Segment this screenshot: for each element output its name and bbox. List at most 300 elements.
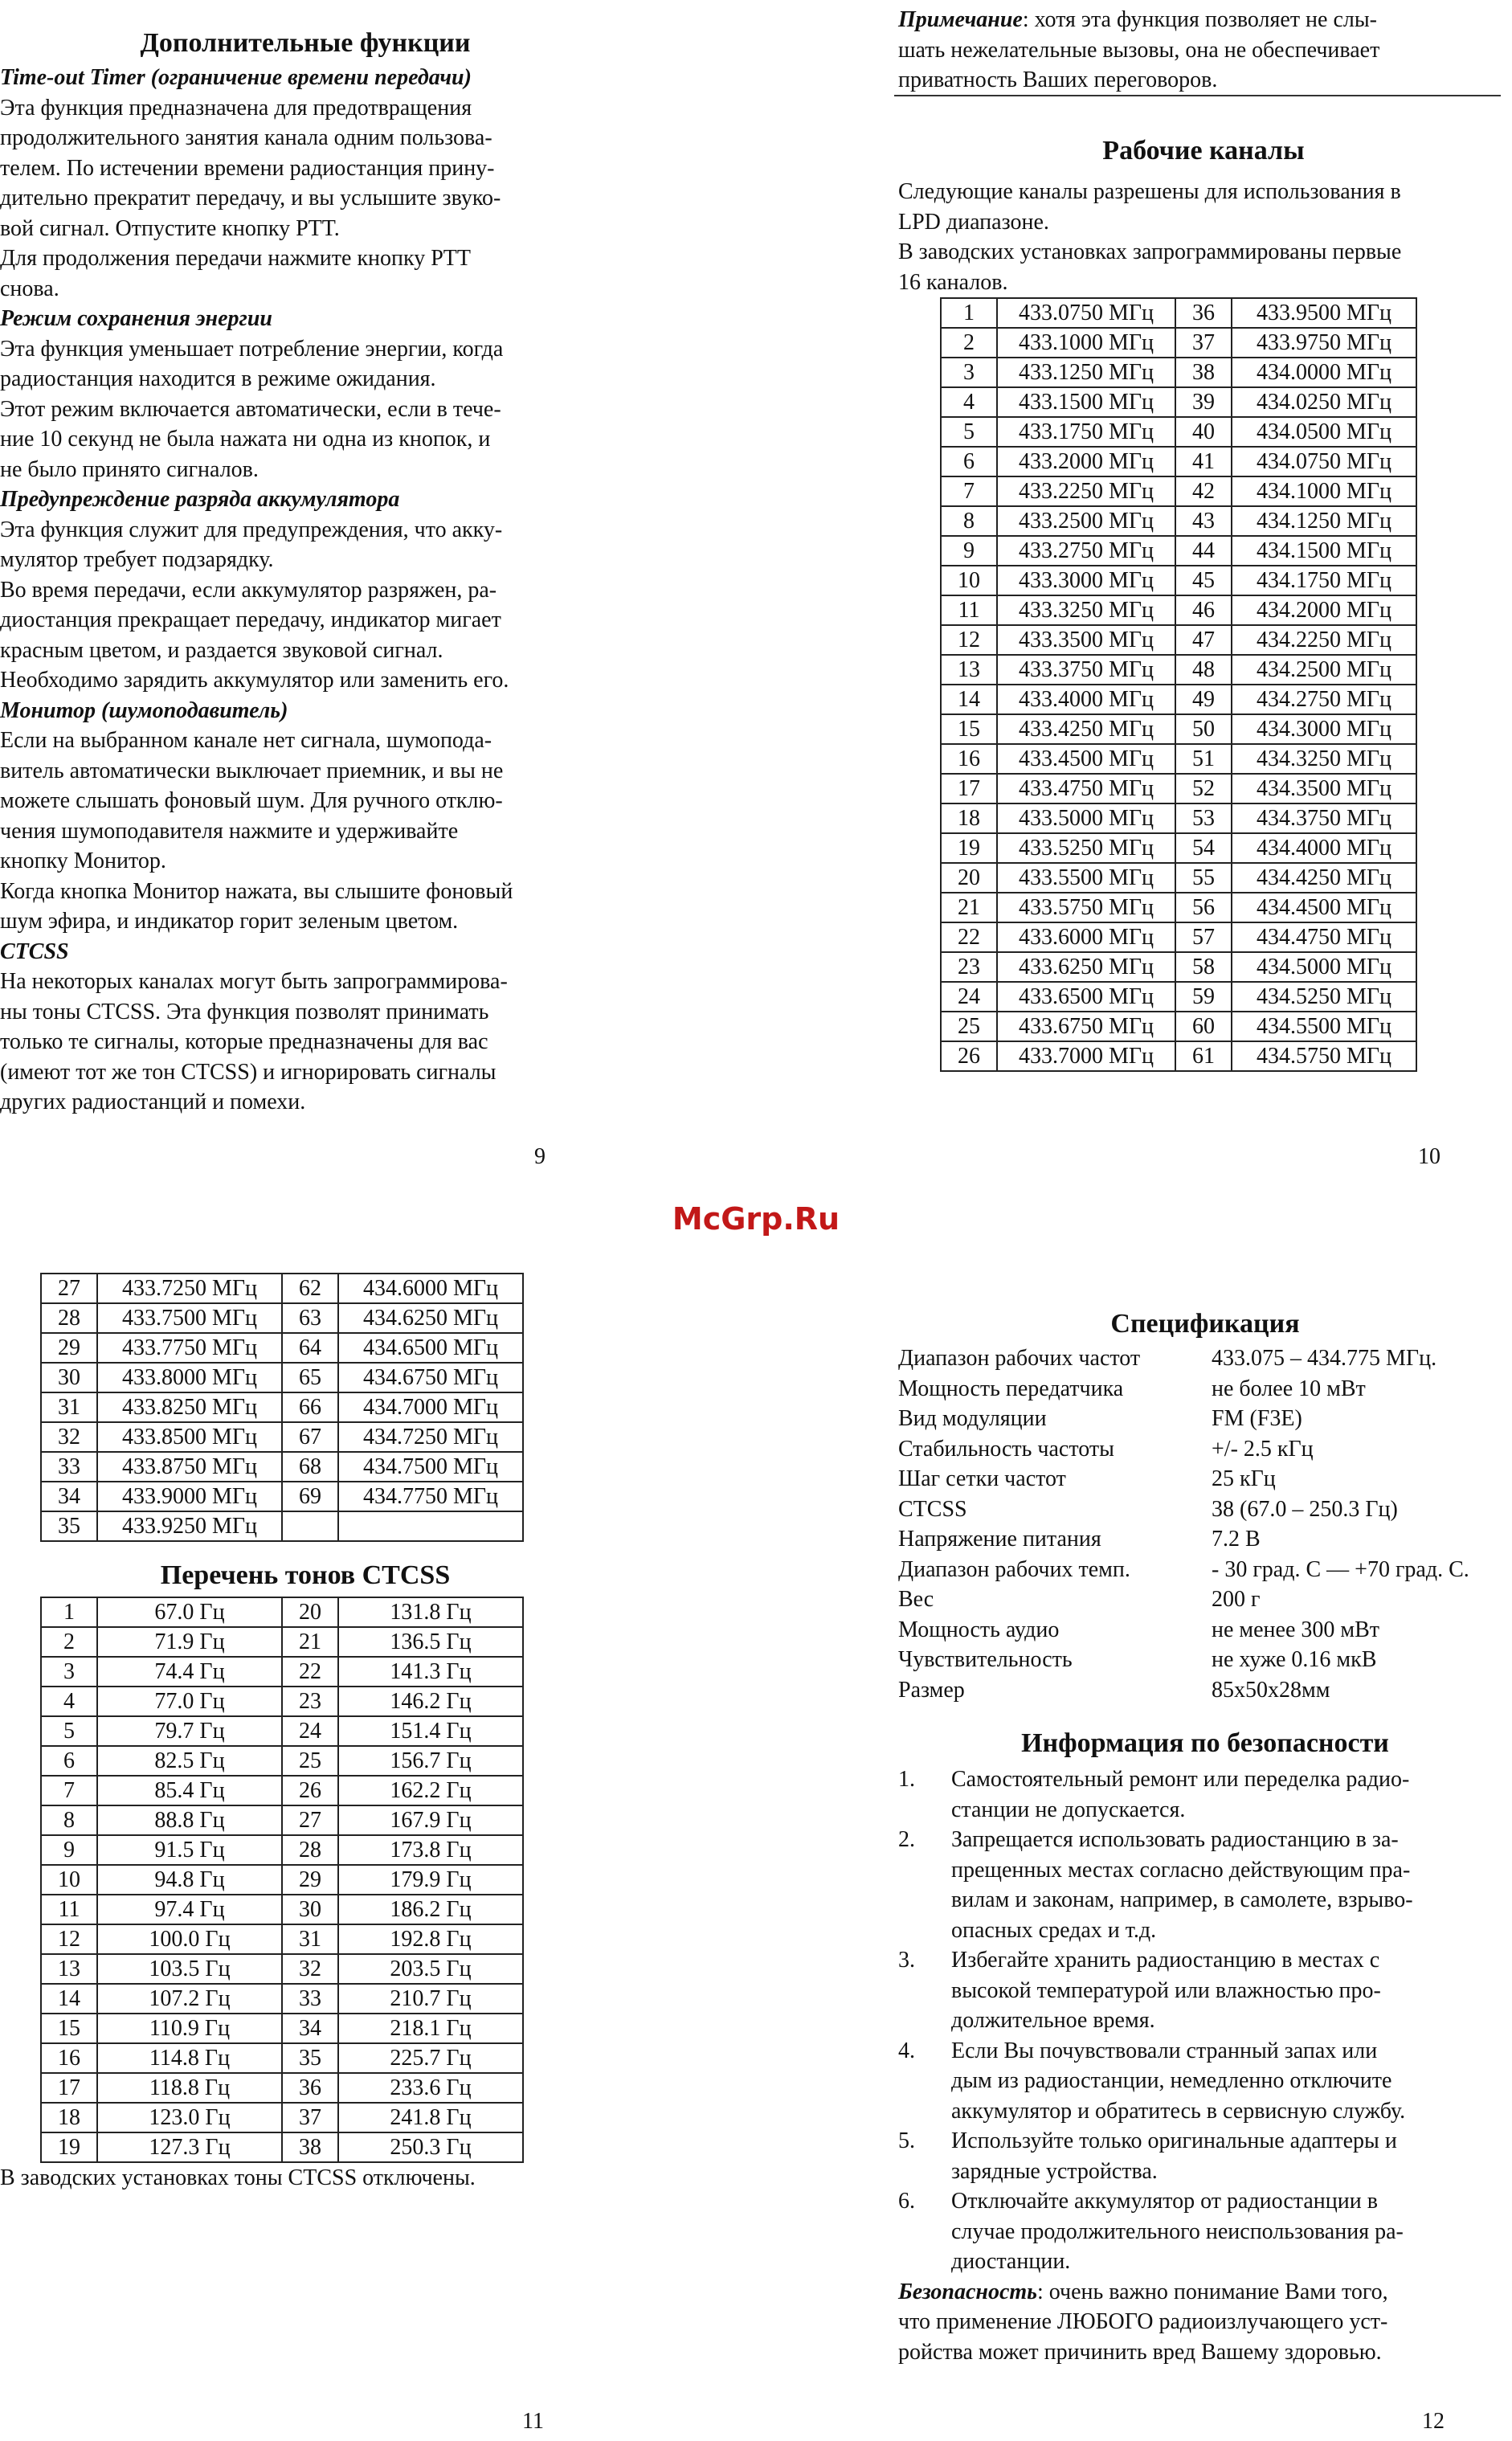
page-number-9: 9 bbox=[534, 1144, 546, 1169]
table-cell: 433.5000 МГц bbox=[997, 803, 1175, 833]
table-cell: 151.4 Гц bbox=[338, 1716, 523, 1746]
safety-item-text: Если Вы почувствовали странный запах или дым из радиостанции, немедленно отключите аккумулятор и обратитесь в сервисную службу. bbox=[951, 2038, 1406, 2124]
table-cell: 27 bbox=[41, 1274, 97, 1303]
table-cell: 8 bbox=[941, 506, 997, 536]
table-cell: 50 bbox=[1175, 714, 1232, 744]
spec-row bbox=[898, 1464, 1512, 1494]
table-cell: 28 bbox=[282, 1835, 338, 1865]
channels-table bbox=[940, 297, 1417, 1072]
safety-item bbox=[898, 2036, 1512, 2127]
section-heading: Монитор (шумоподавитель) bbox=[0, 697, 288, 723]
table-row bbox=[41, 1687, 523, 1716]
table-cell: 7 bbox=[41, 1776, 97, 1805]
table-cell: 8 bbox=[41, 1805, 97, 1835]
table-cell: 20 bbox=[941, 863, 997, 893]
table-cell: 114.8 Гц bbox=[97, 2043, 282, 2073]
spec-row bbox=[898, 1434, 1512, 1465]
table-cell: 67 bbox=[282, 1422, 338, 1452]
table-cell: 44 bbox=[1175, 536, 1232, 566]
table-cell: 433.9000 МГц bbox=[97, 1482, 282, 1511]
table-cell: 433.8500 МГц bbox=[97, 1422, 282, 1452]
table-cell: 433.5500 МГц bbox=[997, 863, 1175, 893]
table-cell: 34 bbox=[41, 1482, 97, 1511]
table-cell: 74.4 Гц bbox=[97, 1657, 282, 1687]
table-cell: 433.1500 МГц bbox=[997, 387, 1175, 417]
table-cell: 26 bbox=[941, 1041, 997, 1071]
table-cell: 433.4000 МГц bbox=[997, 685, 1175, 714]
table-row bbox=[41, 1954, 523, 1984]
table-cell: 58 bbox=[1175, 952, 1232, 982]
table-cell: 434.6750 МГц bbox=[338, 1363, 523, 1392]
table-cell: 33 bbox=[282, 1984, 338, 2014]
table-row bbox=[941, 685, 1416, 714]
table-cell: 433.0750 МГц bbox=[997, 298, 1175, 328]
table-cell: 434.1500 МГц bbox=[1232, 536, 1416, 566]
table-row bbox=[41, 1657, 523, 1687]
table-cell: 5 bbox=[41, 1716, 97, 1746]
table-cell: 6 bbox=[41, 1746, 97, 1776]
note-divider bbox=[894, 95, 1501, 96]
table-row bbox=[941, 417, 1416, 447]
table-cell: 17 bbox=[41, 2073, 97, 2103]
table-cell: 68 bbox=[282, 1452, 338, 1482]
table-cell: 434.3250 МГц bbox=[1232, 744, 1416, 774]
spec-key: Мощность передатчика bbox=[898, 1376, 1124, 1401]
table-cell: 54 bbox=[1175, 833, 1232, 863]
table-row bbox=[41, 1303, 523, 1333]
section-text: Если на выбранном канале нет сигнала, шумопода- витель автоматически выключает приемник, и вы не можете слышать фоновый шум. Для ручного отклю- чения шумоподавителя нажмите и удерживайте кнопку Монитор. Когда кнопка Монитор нажата, вы слышите фоновый шум эфира, и индикатор горит зеленым цветом. bbox=[0, 728, 513, 934]
section-text: Эта функция уменьшает потребление энергии, когда радиостанция находится в режиме ожидания. Этот режим включается автоматически, если в тече- ние 10 секунд не была нажата ни одна из кнопок, и не было принято сигналов. bbox=[0, 336, 504, 482]
table-cell: 62 bbox=[282, 1274, 338, 1303]
table-cell: 210.7 Гц bbox=[338, 1984, 523, 2014]
table-cell: 434.3500 МГц bbox=[1232, 774, 1416, 803]
spec-key: CTCSS bbox=[898, 1496, 967, 1522]
table-row bbox=[41, 1511, 523, 1541]
spec-value: FM (F3E) bbox=[1212, 1406, 1302, 1431]
safety-title: Информация по безопасности bbox=[1021, 1728, 1389, 1758]
table-cell: 434.7750 МГц bbox=[338, 1482, 523, 1511]
table-cell: 434.0000 МГц bbox=[1232, 358, 1416, 387]
table-cell: 85.4 Гц bbox=[97, 1776, 282, 1805]
table-cell: 61 bbox=[1175, 1041, 1232, 1071]
table-cell: 434.2750 МГц bbox=[1232, 685, 1416, 714]
spec-key: Вес bbox=[898, 1587, 934, 1612]
table-row bbox=[41, 1865, 523, 1895]
table-cell: 434.4250 МГц bbox=[1232, 863, 1416, 893]
table-row bbox=[41, 1274, 523, 1303]
table-cell: 4 bbox=[941, 387, 997, 417]
table-cell: 18 bbox=[41, 2103, 97, 2132]
safety-warning bbox=[898, 2277, 1512, 2368]
table-row bbox=[41, 1716, 523, 1746]
spec-row bbox=[898, 1645, 1512, 1675]
safety-list bbox=[898, 1764, 1512, 2277]
table-cell: 434.6000 МГц bbox=[338, 1274, 523, 1303]
spec-row bbox=[898, 1524, 1512, 1555]
warning-text: : очень важно понимание Вами того, что применение ЛЮБОГО радиоизлучающего уст- ройства может причинить вред Вашему здоровью. bbox=[898, 2279, 1388, 2365]
note-label: Примечание bbox=[898, 7, 1023, 32]
table-cell: 10 bbox=[941, 566, 997, 595]
table-row bbox=[41, 1835, 523, 1865]
table-cell: 36 bbox=[282, 2073, 338, 2103]
spec-row bbox=[898, 1343, 1512, 1374]
table-cell: 434.3750 МГц bbox=[1232, 803, 1416, 833]
table-cell: 25 bbox=[282, 1746, 338, 1776]
table-cell: 60 bbox=[1175, 1012, 1232, 1041]
table-cell: 434.5250 МГц bbox=[1232, 982, 1416, 1012]
table-cell: 11 bbox=[941, 595, 997, 625]
table-cell: 77.0 Гц bbox=[97, 1687, 282, 1716]
channels-intro: Следующие каналы разрешены для использования в LPD диапазоне. В заводских установках запрограммированы первые 16 каналов. bbox=[898, 179, 1402, 295]
table-cell: 434.4000 МГц bbox=[1232, 833, 1416, 863]
section-heading: Режим сохранения энергии bbox=[0, 306, 272, 331]
table-row bbox=[941, 922, 1416, 952]
table-cell: 36 bbox=[1175, 298, 1232, 328]
safety-item bbox=[898, 2126, 1512, 2186]
table-cell: 433.3750 МГц bbox=[997, 655, 1175, 685]
table-row bbox=[41, 1895, 523, 1924]
spec-value: - 30 град. С — +70 град. С. bbox=[1212, 1556, 1469, 1582]
section-heading: CTCSS bbox=[0, 938, 69, 964]
table-row bbox=[41, 1984, 523, 2014]
spec-value: +/- 2.5 кГц bbox=[1212, 1436, 1314, 1462]
safety-item-number: 2. bbox=[898, 1827, 915, 1852]
table-cell: 434.6500 МГц bbox=[338, 1333, 523, 1363]
table-row bbox=[41, 1627, 523, 1657]
spec-value: не менее 300 мВт bbox=[1212, 1617, 1380, 1642]
table-cell: 107.2 Гц bbox=[97, 1984, 282, 2014]
safety-item bbox=[898, 2186, 1512, 2277]
table-cell: 433.1750 МГц bbox=[997, 417, 1175, 447]
table-cell: 434.7000 МГц bbox=[338, 1392, 523, 1422]
table-cell: 136.5 Гц bbox=[338, 1627, 523, 1657]
table-row bbox=[941, 833, 1416, 863]
table-cell: 29 bbox=[282, 1865, 338, 1895]
channels-table-continued bbox=[40, 1273, 524, 1542]
table-row bbox=[41, 1746, 523, 1776]
table-cell: 433.6000 МГц bbox=[997, 922, 1175, 952]
table-cell: 51 bbox=[1175, 744, 1232, 774]
section-heading: Предупреждение разряда аккумулятора bbox=[0, 487, 400, 512]
page-11 bbox=[0, 1273, 611, 2194]
table-cell: 434.1250 МГц bbox=[1232, 506, 1416, 536]
table-row bbox=[941, 536, 1416, 566]
table-row bbox=[941, 298, 1416, 328]
table-cell: 434.5000 МГц bbox=[1232, 952, 1416, 982]
table-cell: 35 bbox=[41, 1511, 97, 1541]
table-cell: 42 bbox=[1175, 476, 1232, 506]
table-cell: 433.7000 МГц bbox=[997, 1041, 1175, 1071]
safety-item-number: 3. bbox=[898, 1948, 915, 1973]
table-cell: 433.6500 МГц bbox=[997, 982, 1175, 1012]
table-cell: 434.6250 МГц bbox=[338, 1303, 523, 1333]
page-12 bbox=[898, 1308, 1512, 2367]
safety-item bbox=[898, 1945, 1512, 2036]
table-cell: 21 bbox=[941, 893, 997, 922]
safety-item-text: Избегайте хранить радиостанцию в местах с высокой температурой или влажностью про- должительное время. bbox=[951, 1948, 1381, 2033]
table-row bbox=[41, 1924, 523, 1954]
page-number-12: 12 bbox=[1422, 2409, 1445, 2434]
table-cell: 110.9 Гц bbox=[97, 2014, 282, 2043]
safety-item-number: 1. bbox=[898, 1767, 915, 1792]
page-number-10: 10 bbox=[1418, 1144, 1440, 1169]
table-cell: 30 bbox=[41, 1363, 97, 1392]
table-row bbox=[41, 1392, 523, 1422]
table-cell: 25 bbox=[941, 1012, 997, 1041]
table-cell: 434.7500 МГц bbox=[338, 1452, 523, 1482]
safety-item-number: 4. bbox=[898, 2038, 915, 2063]
table-cell: 118.8 Гц bbox=[97, 2073, 282, 2103]
page-9-title: Дополнительные функции bbox=[140, 28, 471, 58]
table-row bbox=[941, 358, 1416, 387]
table-cell: 434.4750 МГц bbox=[1232, 922, 1416, 952]
section-text: На некоторых каналах могут быть запрограммирова- ны тоны CTCSS. Эта функция позволят принимать только те сигналы, которые предназначены для вас (имеют тот же тон CTCSS) и игнорировать сигналы других радиостанций и помехи. bbox=[0, 969, 508, 1114]
table-cell: 434.5750 МГц bbox=[1232, 1041, 1416, 1071]
page-10-note bbox=[898, 5, 1509, 96]
spec-key: Размер bbox=[898, 1677, 965, 1703]
table-cell: 123.0 Гц bbox=[97, 2103, 282, 2132]
table-cell: 15 bbox=[41, 2014, 97, 2043]
table-cell: 433.3250 МГц bbox=[997, 595, 1175, 625]
table-row bbox=[941, 506, 1416, 536]
note-text: : хотя эта функция позволяет не слы- шать нежелательные вызовы, она не обеспечивает приватность Ваших переговоров. bbox=[898, 7, 1380, 92]
table-cell: 433.9500 МГц bbox=[1232, 298, 1416, 328]
table-cell: 100.0 Гц bbox=[97, 1924, 282, 1954]
table-cell: 40 bbox=[1175, 417, 1232, 447]
spec-row bbox=[898, 1404, 1512, 1434]
spec-key: Мощность аудио bbox=[898, 1617, 1060, 1642]
table-cell: 3 bbox=[941, 358, 997, 387]
table-cell: 88.8 Гц bbox=[97, 1805, 282, 1835]
table-cell: 39 bbox=[1175, 387, 1232, 417]
page-10 bbox=[898, 135, 1509, 1072]
table-cell bbox=[338, 1511, 523, 1541]
table-cell: 433.9750 МГц bbox=[1232, 328, 1416, 358]
section-heading: Time-out Timer (ограничение времени передачи) bbox=[0, 65, 472, 90]
table-cell: 49 bbox=[1175, 685, 1232, 714]
spec-value: 25 кГц bbox=[1212, 1466, 1276, 1491]
table-cell: 16 bbox=[41, 2043, 97, 2073]
table-cell: 91.5 Гц bbox=[97, 1835, 282, 1865]
spec-value: 7.2 В bbox=[1212, 1527, 1261, 1552]
table-cell: 66 bbox=[282, 1392, 338, 1422]
table-cell: 10 bbox=[41, 1865, 97, 1895]
table-cell: 67.0 Гц bbox=[97, 1597, 282, 1627]
table-cell: 13 bbox=[941, 655, 997, 685]
table-cell: 103.5 Гц bbox=[97, 1954, 282, 1984]
table-cell: 433.3500 МГц bbox=[997, 625, 1175, 655]
table-cell: 16 bbox=[941, 744, 997, 774]
spec-key: Напряжение питания bbox=[898, 1527, 1101, 1552]
table-cell: 433.9250 МГц bbox=[97, 1511, 282, 1541]
table-cell: 48 bbox=[1175, 655, 1232, 685]
spec-value: не хуже 0.16 мкВ bbox=[1212, 1647, 1377, 1672]
table-cell: 434.0500 МГц bbox=[1232, 417, 1416, 447]
table-cell: 97.4 Гц bbox=[97, 1895, 282, 1924]
table-cell: 43 bbox=[1175, 506, 1232, 536]
table-cell: 434.1000 МГц bbox=[1232, 476, 1416, 506]
table-cell: 127.3 Гц bbox=[97, 2132, 282, 2162]
table-cell: 55 bbox=[1175, 863, 1232, 893]
table-cell: 82.5 Гц bbox=[97, 1746, 282, 1776]
table-cell: 433.7500 МГц bbox=[97, 1303, 282, 1333]
table-cell: 241.8 Гц bbox=[338, 2103, 523, 2132]
table-cell: 79.7 Гц bbox=[97, 1716, 282, 1746]
table-cell: 434.3000 МГц bbox=[1232, 714, 1416, 744]
table-cell bbox=[282, 1511, 338, 1541]
table-row bbox=[941, 328, 1416, 358]
table-cell: 64 bbox=[282, 1333, 338, 1363]
table-row bbox=[941, 1012, 1416, 1041]
table-cell: 7 bbox=[941, 476, 997, 506]
table-row bbox=[41, 2103, 523, 2132]
table-cell: 6 bbox=[941, 447, 997, 476]
table-cell: 179.9 Гц bbox=[338, 1865, 523, 1895]
warning-label: Безопасность bbox=[898, 2279, 1037, 2304]
table-row bbox=[41, 1452, 523, 1482]
spec-value: не более 10 мВт bbox=[1212, 1376, 1366, 1401]
table-cell: 52 bbox=[1175, 774, 1232, 803]
table-cell: 156.7 Гц bbox=[338, 1746, 523, 1776]
table-cell: 32 bbox=[41, 1422, 97, 1452]
ctcss-title: Перечень тонов CTCSS bbox=[160, 1560, 451, 1590]
ctcss-table bbox=[40, 1597, 524, 2163]
table-cell: 433.1250 МГц bbox=[997, 358, 1175, 387]
spec-row bbox=[898, 1374, 1512, 1404]
table-cell: 218.1 Гц bbox=[338, 2014, 523, 2043]
table-cell: 433.2500 МГц bbox=[997, 506, 1175, 536]
spec-row bbox=[898, 1675, 1512, 1706]
table-cell: 433.3000 МГц bbox=[997, 566, 1175, 595]
spec-value: 85x50x28мм bbox=[1212, 1677, 1330, 1703]
table-cell: 33 bbox=[41, 1452, 97, 1482]
table-row bbox=[941, 714, 1416, 744]
spec-row bbox=[898, 1555, 1512, 1585]
ctcss-note: В заводских установках тоны CTCSS отключены. bbox=[0, 2165, 476, 2190]
table-cell: 15 bbox=[941, 714, 997, 744]
table-cell: 146.2 Гц bbox=[338, 1687, 523, 1716]
table-cell: 225.7 Гц bbox=[338, 2043, 523, 2073]
table-cell: 30 bbox=[282, 1895, 338, 1924]
table-row bbox=[41, 2073, 523, 2103]
page-9 bbox=[0, 27, 611, 1118]
spec-key: Чувствительность bbox=[898, 1647, 1073, 1672]
section-text: Эта функция служит для предупреждения, что акку- мулятор требует подзарядку. Во время передачи, если аккумулятор разряжен, ра- диостанция прекращает передачу, индикатор мигает красным цветом, и раздается звуковой сигнал. Необходимо зарядить аккумулятор или заменить его. bbox=[0, 517, 509, 693]
table-cell: 434.2500 МГц bbox=[1232, 655, 1416, 685]
table-cell: 434.2000 МГц bbox=[1232, 595, 1416, 625]
table-cell: 434.1750 МГц bbox=[1232, 566, 1416, 595]
table-row bbox=[941, 952, 1416, 982]
table-cell: 1 bbox=[41, 1597, 97, 1627]
table-cell: 38 bbox=[282, 2132, 338, 2162]
table-cell: 186.2 Гц bbox=[338, 1895, 523, 1924]
table-cell: 433.2250 МГц bbox=[997, 476, 1175, 506]
table-row bbox=[41, 1597, 523, 1627]
table-row bbox=[941, 744, 1416, 774]
table-cell: 31 bbox=[282, 1924, 338, 1954]
table-row bbox=[941, 447, 1416, 476]
table-row bbox=[41, 1482, 523, 1511]
spec-value: 200 г bbox=[1212, 1587, 1261, 1612]
table-cell: 19 bbox=[941, 833, 997, 863]
table-cell: 141.3 Гц bbox=[338, 1657, 523, 1687]
table-cell: 22 bbox=[282, 1657, 338, 1687]
safety-item-text: Самостоятельный ремонт или переделка радио- станции не допускается. bbox=[951, 1767, 1410, 1822]
table-cell: 45 bbox=[1175, 566, 1232, 595]
table-cell: 433.1000 МГц bbox=[997, 328, 1175, 358]
spec-row bbox=[898, 1584, 1512, 1615]
table-cell: 433.4250 МГц bbox=[997, 714, 1175, 744]
table-cell: 12 bbox=[941, 625, 997, 655]
safety-item-text: Запрещается использовать радиостанцию в за- прещенных местах согласно действующим пра- вилам и законам, например, в самолете, взрыво- опасных средах и т.д. bbox=[951, 1827, 1413, 1943]
note-paragraph bbox=[898, 5, 1509, 96]
table-cell: 24 bbox=[282, 1716, 338, 1746]
table-cell: 19 bbox=[41, 2132, 97, 2162]
table-row bbox=[941, 1041, 1416, 1071]
safety-item-number: 5. bbox=[898, 2128, 915, 2153]
table-cell: 47 bbox=[1175, 625, 1232, 655]
table-cell: 4 bbox=[41, 1687, 97, 1716]
spec-row bbox=[898, 1615, 1512, 1646]
page-number-11: 11 bbox=[522, 2409, 544, 2434]
table-cell: 5 bbox=[941, 417, 997, 447]
table-cell: 434.5500 МГц bbox=[1232, 1012, 1416, 1041]
channels-title: Рабочие каналы bbox=[1102, 136, 1305, 166]
safety-item-text: Используйте только оригинальные адаптеры и зарядные устройства. bbox=[951, 2128, 1397, 2184]
table-row bbox=[41, 2043, 523, 2073]
table-cell: 433.5750 МГц bbox=[997, 893, 1175, 922]
safety-item bbox=[898, 1764, 1512, 1825]
table-cell: 9 bbox=[41, 1835, 97, 1865]
table-cell: 35 bbox=[282, 2043, 338, 2073]
table-cell: 32 bbox=[282, 1954, 338, 1984]
table-row bbox=[941, 595, 1416, 625]
table-row bbox=[41, 1363, 523, 1392]
site-watermark: McGrp.Ru bbox=[672, 1201, 840, 1237]
table-cell: 31 bbox=[41, 1392, 97, 1422]
safety-item bbox=[898, 1825, 1512, 1945]
table-cell: 38 bbox=[1175, 358, 1232, 387]
table-cell: 11 bbox=[41, 1895, 97, 1924]
table-cell: 22 bbox=[941, 922, 997, 952]
table-cell: 173.8 Гц bbox=[338, 1835, 523, 1865]
table-cell: 23 bbox=[941, 952, 997, 982]
table-cell: 1 bbox=[941, 298, 997, 328]
table-cell: 23 bbox=[282, 1687, 338, 1716]
table-cell: 18 bbox=[941, 803, 997, 833]
spec-value: 38 (67.0 – 250.3 Гц) bbox=[1212, 1496, 1398, 1522]
table-cell: 433.6750 МГц bbox=[997, 1012, 1175, 1041]
table-cell: 21 bbox=[282, 1627, 338, 1657]
page-9-sections bbox=[0, 63, 611, 1118]
table-cell: 12 bbox=[41, 1924, 97, 1954]
table-cell: 167.9 Гц bbox=[338, 1805, 523, 1835]
table-cell: 71.9 Гц bbox=[97, 1627, 282, 1657]
table-cell: 46 bbox=[1175, 595, 1232, 625]
table-row bbox=[941, 387, 1416, 417]
spec-row bbox=[898, 1494, 1512, 1525]
table-cell: 250.3 Гц bbox=[338, 2132, 523, 2162]
table-cell: 59 bbox=[1175, 982, 1232, 1012]
table-row bbox=[941, 803, 1416, 833]
safety-item-number: 6. bbox=[898, 2189, 915, 2214]
table-cell: 433.2750 МГц bbox=[997, 536, 1175, 566]
table-cell: 63 bbox=[282, 1303, 338, 1333]
table-row bbox=[941, 863, 1416, 893]
section-text: Эта функция предназначена для предотвращения продолжительного занятия канала одним пользова- телем. По истечении времени радиостанция прину- дительно прекратит передачу, и вы услышите звуко- вой сигнал. Отпустите кнопку PTT. Для продолжения передачи нажмите кнопку PTT снова. bbox=[0, 95, 501, 301]
table-cell: 192.8 Гц bbox=[338, 1924, 523, 1954]
table-cell: 57 bbox=[1175, 922, 1232, 952]
